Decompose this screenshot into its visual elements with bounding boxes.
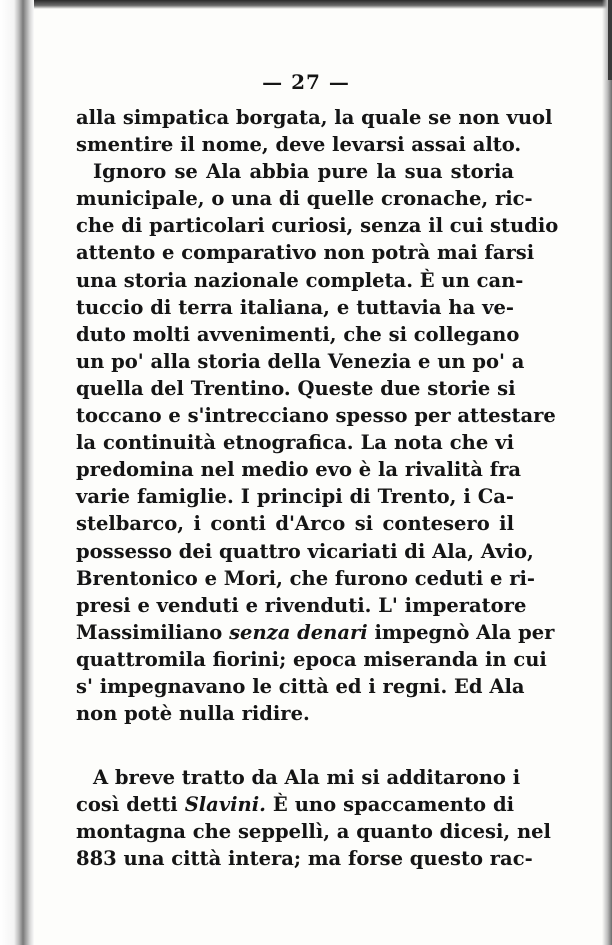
book-gutter: [0, 0, 34, 945]
text-line: A breve tratto da Ala mi si additarono i: [93, 766, 521, 790]
text-line: duto molti avvenimenti, che si collegano: [76, 322, 520, 346]
text-line: la continuità etnografica. La nota che vi: [76, 431, 514, 455]
italic-phrase: Slavini.: [184, 793, 266, 817]
paragraph-spacer: [76, 727, 514, 764]
text-line: montagna che seppellì, a quanto dicesi, nel: [76, 820, 551, 844]
text-line: toccano e s'intrecciano spesso per attestare: [76, 404, 556, 428]
text-line-with-italic: [76, 791, 514, 818]
text-line: una storia nazionale completa. È un can-: [76, 268, 524, 292]
text-line: Ignoro se Ala abbia pure la sua storia: [93, 160, 514, 184]
page-number: — 27 —: [262, 70, 350, 94]
text-line: alla simpatica borgata, la quale se non vuol: [76, 106, 553, 129]
text-line: varie famiglie. I principi di Trento, i Ca-: [76, 485, 514, 509]
paragraph-2: [76, 158, 559, 727]
text-line: un po' alla storia della Venezia e un po' a: [76, 349, 525, 373]
text-fragment: È uno spaccamento di: [265, 793, 514, 817]
text-line: presi e venduti e rivenduti. L' imperatore: [76, 593, 527, 617]
text-line: quella del Trentino. Queste due storie si: [76, 376, 516, 400]
text-line: quattromila fiorini; epoca miseranda in cui: [76, 647, 547, 671]
text-line: possesso dei quattro vicariati di Ala, Avio,: [76, 539, 534, 563]
text-line-with-italic: [76, 619, 555, 646]
text-fragment: Massimiliano: [76, 620, 230, 644]
text-line: non potè nulla ridire.: [76, 702, 310, 726]
scan-right-edge-shadow: [608, 0, 612, 80]
body-text: [76, 104, 559, 873]
text-line: tuccio di terra italiana, e tuttavia ha ve-: [76, 295, 514, 319]
text-line: municipale, o una di quelle cronache, ric-: [76, 187, 533, 211]
text-fragment: così detti: [76, 793, 185, 817]
text-line: s' impegnavano le città ed i regni. Ed Ala: [76, 674, 525, 698]
paragraph-3: [76, 764, 551, 872]
scan-top-edge: [0, 0, 612, 9]
italic-phrase: senza denari: [229, 620, 368, 644]
text-line: 883 una città intera; ma forse questo rac-: [76, 847, 533, 871]
text-line: attento e comparativo non potrà mai farsi: [76, 241, 535, 265]
text-line: che di particolari curiosi, senza il cui studio: [76, 214, 559, 238]
scan-right-edge: [602, 0, 612, 945]
text-line: Brentonico e Mori, che furono ceduti e ri-: [76, 566, 535, 590]
text-fragment: impegnò Ala per: [367, 620, 555, 644]
text-line: smentire il nome, deve levarsi assai alto.: [76, 133, 522, 157]
paragraph-1: [76, 104, 553, 158]
text-line: predomina nel medio evo è la rivalità fra: [76, 458, 522, 482]
text-line: stelbarco, i conti d'Arco si contesero il: [76, 512, 514, 536]
